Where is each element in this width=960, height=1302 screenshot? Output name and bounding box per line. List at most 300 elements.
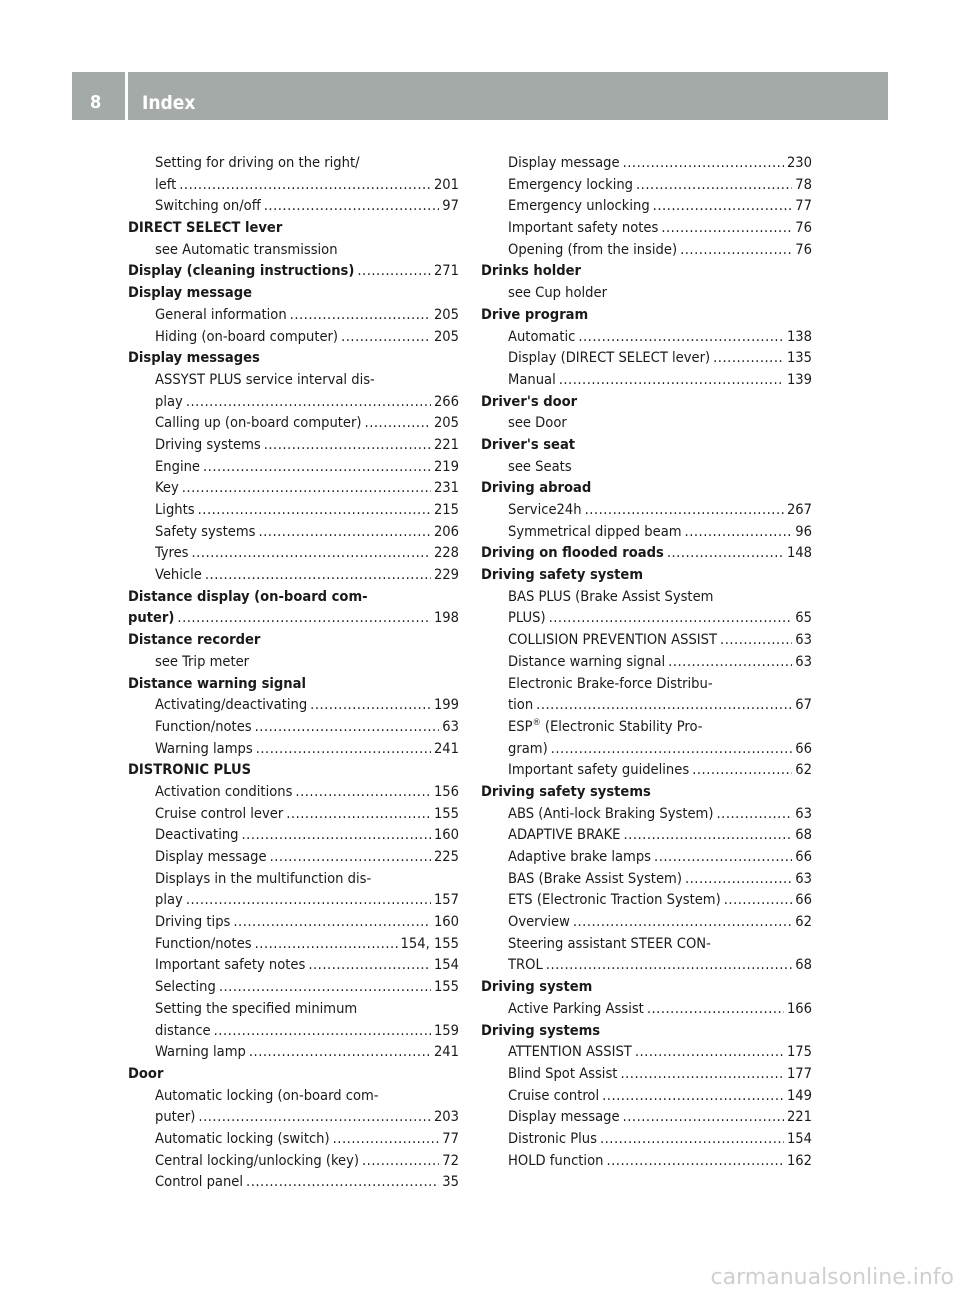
entry-text: Driving systems [481, 1021, 601, 1039]
index-entry [128, 152, 459, 174]
page-reference: 225 [433, 848, 459, 865]
page-reference: 65 [795, 609, 812, 627]
entry-text: HOLD function [508, 1151, 604, 1169]
index-entry [481, 998, 812, 1020]
page-reference: 175 [786, 1043, 812, 1061]
page-reference: 271 [433, 262, 459, 280]
dot-leader [198, 499, 431, 521]
index-entry [481, 152, 812, 174]
dot-leader [264, 195, 440, 217]
page-reference: 219 [433, 457, 459, 475]
page-reference: 160 [433, 826, 459, 844]
dot-leader [623, 1106, 784, 1128]
page-reference: 63 [795, 652, 812, 670]
page-reference: 266 [433, 392, 459, 410]
entry-text: General information [155, 305, 287, 323]
entry-text: Important safety guidelines [508, 761, 690, 779]
header-divider [125, 72, 128, 120]
index-entry [481, 456, 812, 478]
dot-leader [636, 174, 792, 196]
page-reference: 154 [786, 1129, 812, 1147]
entry-text: Display messages [128, 349, 260, 367]
entry-text: Electronic Brake-force Distribu- [508, 674, 713, 692]
index-entry [128, 195, 459, 217]
dot-leader [192, 542, 431, 564]
index-entry [128, 846, 459, 868]
dot-leader [551, 738, 793, 760]
index-entry [128, 824, 459, 846]
page-reference: 206 [433, 522, 459, 540]
page-reference: 155 [433, 804, 459, 822]
entry-text: Display message [155, 848, 267, 865]
dot-leader [661, 217, 792, 239]
dot-leader [680, 239, 792, 261]
dot-leader [233, 911, 431, 933]
index-entry [128, 868, 459, 890]
index-heading [481, 781, 812, 803]
entry-text: Setting the specified minimum [155, 999, 358, 1017]
entry-text: ASSYST PLUS service interval dis- [155, 370, 375, 388]
entry-text: Driving on flooded roads [481, 544, 664, 562]
dot-leader [286, 803, 431, 825]
entry-text: Warning lamps [155, 739, 253, 757]
index-heading [481, 304, 812, 326]
entry-text: Key [155, 479, 179, 497]
entry-text: Steering assistant STEER CON- [508, 934, 711, 952]
dot-leader [295, 781, 431, 803]
page-reference: 78 [795, 175, 812, 193]
index-entry [481, 174, 812, 196]
index-entry [481, 195, 812, 217]
dot-leader [692, 759, 792, 781]
index-entry [481, 521, 812, 543]
page-reference: 62 [795, 761, 812, 779]
dot-leader [333, 1128, 440, 1150]
entry-text: Driving safety systems [481, 782, 651, 800]
dot-leader [177, 607, 431, 629]
entry-text: Important safety notes [155, 956, 306, 974]
index-entry [481, 673, 812, 695]
dot-leader [685, 521, 793, 543]
dot-leader [668, 651, 792, 673]
index-entry [128, 412, 459, 434]
entry-text: Manual [508, 370, 556, 388]
index-heading [128, 217, 459, 239]
dot-leader [602, 1085, 784, 1107]
index-entry [481, 1106, 812, 1128]
page-reference: 77 [795, 197, 812, 215]
page-reference: 156 [433, 782, 459, 800]
entry-text: COLLISION PREVENTION ASSIST [508, 631, 718, 649]
dot-leader [667, 542, 784, 564]
entry-text: Control panel [155, 1173, 244, 1191]
entry-text: Tyres [155, 544, 189, 562]
page-reference: 148 [786, 544, 812, 562]
dot-leader [249, 1041, 431, 1063]
index-entry [481, 716, 812, 738]
entry-text: Display (cleaning instructions) [128, 262, 355, 280]
index-entry [128, 499, 459, 521]
entry-text: Driving safety system [481, 566, 643, 584]
index-entry [128, 694, 459, 716]
index-heading [481, 391, 812, 413]
page-reference: 63 [795, 631, 812, 649]
page-reference: 241 [433, 1043, 459, 1061]
entry-text: Lights [155, 501, 195, 518]
entry-text: DISTRONIC PLUS [128, 761, 252, 779]
dot-leader [203, 456, 431, 478]
entry-text: Distance display (on-board com- [128, 587, 368, 605]
section-title: Index [142, 92, 196, 114]
dot-leader [310, 694, 431, 716]
dot-leader [716, 803, 792, 825]
page-reference: 221 [786, 1108, 812, 1126]
entry-text: Displays in the multifunction dis- [155, 869, 372, 887]
index-entry [481, 651, 812, 673]
index-entry [481, 889, 812, 911]
page-reference: 76 [795, 219, 812, 237]
dot-leader [205, 564, 431, 586]
index-entry [481, 412, 812, 434]
entry-text: see Automatic transmission [155, 240, 338, 258]
index-entry [128, 803, 459, 825]
page-reference: 199 [433, 696, 459, 714]
entry-text: play [155, 891, 183, 909]
entry-text: BAS PLUS (Brake Assist System [508, 587, 714, 605]
dot-leader [620, 1063, 783, 1085]
entry-text: tion [508, 696, 534, 714]
entry-text: ADAPTIVE BRAKE [508, 826, 621, 844]
page-reference: 157 [433, 891, 459, 909]
entry-text: Distance warning signal [508, 652, 666, 670]
index-entry [128, 174, 459, 196]
entry-text: Service24h [508, 501, 582, 518]
entry-text: Automatic [508, 327, 576, 345]
page-reference: 267 [786, 501, 812, 518]
index-entry [481, 759, 812, 781]
page-header [72, 72, 888, 120]
entry-text: Engine [155, 457, 201, 475]
entry-text: Cruise control [508, 1086, 600, 1104]
index-entry [128, 1085, 459, 1107]
page-reference: 241 [433, 739, 459, 757]
index-entry [128, 976, 459, 998]
entry-text: see Cup holder [508, 284, 607, 302]
entry-text: Emergency unlocking [508, 197, 650, 215]
page-reference: 68 [795, 956, 812, 974]
index-entry [128, 239, 459, 261]
entry-text: Setting for driving on the right/ [155, 154, 360, 171]
page-reference: 205 [433, 327, 459, 345]
index-heading [128, 260, 459, 282]
entry-text: puter) [128, 609, 175, 627]
entry-text: Driver's door [481, 392, 578, 410]
index-heading [481, 477, 812, 499]
entry-text: Display message [508, 1108, 620, 1126]
index-entry [128, 954, 459, 976]
index-entry [128, 1020, 459, 1042]
index-heading [128, 759, 459, 781]
index-heading [128, 347, 459, 369]
index-entry [128, 326, 459, 348]
dot-leader [186, 391, 431, 413]
entry-text: Automatic locking (switch) [155, 1129, 330, 1147]
entry-text: Automatic locking (on-board com- [155, 1086, 379, 1104]
page-reference: 68 [795, 826, 812, 844]
dot-leader [654, 846, 792, 868]
index-heading [481, 434, 812, 456]
page-reference: 138 [786, 327, 812, 345]
entry-text: see Trip meter [155, 652, 250, 670]
entry-text: Calling up (on-board computer) [155, 414, 362, 432]
dot-leader [362, 1150, 439, 1172]
entry-text: ESP® (Electronic Stability Pro- [508, 717, 703, 735]
index-entry [481, 868, 812, 890]
dot-leader [179, 174, 431, 196]
entry-text: TROL [508, 956, 543, 974]
index-entry [481, 586, 812, 608]
page-reference: 67 [795, 696, 812, 714]
entry-text: Emergency locking [508, 175, 634, 193]
index-heading [128, 629, 459, 651]
entry-text: DIRECT SELECT lever [128, 219, 283, 237]
page-reference: 228 [433, 544, 459, 562]
dot-leader [246, 1171, 439, 1193]
index-entry [128, 521, 459, 543]
index-entry [128, 1171, 459, 1193]
entry-text: Safety systems [155, 522, 256, 540]
index-entry [128, 564, 459, 586]
dot-leader [546, 954, 793, 976]
dot-leader [256, 738, 431, 760]
page-reference: 72 [442, 1151, 459, 1169]
index-entry [481, 694, 812, 716]
dot-leader [290, 304, 431, 326]
index-heading [481, 542, 812, 564]
index-entry [481, 846, 812, 868]
dot-leader [578, 326, 784, 348]
index-entry [481, 738, 812, 760]
index-entry [128, 304, 459, 326]
dot-leader [255, 716, 440, 738]
entry-text: Display message [508, 154, 620, 171]
entry-text: ATTENTION ASSIST [508, 1043, 632, 1061]
index-entry [128, 933, 459, 955]
entry-text: see Door [508, 414, 567, 432]
entry-text: Driving tips [155, 913, 231, 931]
page-reference: 66 [795, 891, 812, 909]
dot-leader [536, 694, 792, 716]
index-entry [128, 716, 459, 738]
index-entry [128, 651, 459, 673]
dot-leader [713, 347, 784, 369]
entry-text: Distance recorder [128, 631, 261, 649]
index-entry [481, 217, 812, 239]
dot-leader [341, 326, 431, 348]
page-reference: 231 [433, 479, 459, 497]
index-entry [481, 933, 812, 955]
page-reference: 77 [442, 1129, 459, 1147]
index-entry [481, 326, 812, 348]
entry-text: PLUS) [508, 609, 546, 627]
entry-text: Door [128, 1064, 164, 1082]
dot-leader [182, 477, 431, 499]
index-heading [481, 564, 812, 586]
dot-leader [685, 868, 792, 890]
page-reference: 76 [795, 240, 812, 258]
index-heading [128, 607, 459, 629]
dot-leader [214, 1020, 431, 1042]
entry-text: Adaptive brake lamps [508, 848, 652, 865]
index-entry [481, 803, 812, 825]
dot-leader [219, 976, 431, 998]
index-heading [128, 586, 459, 608]
index-entry [481, 1128, 812, 1150]
index-heading [128, 1063, 459, 1085]
entry-text: Driving system [481, 978, 593, 996]
entry-text: Hiding (on-board computer) [155, 327, 339, 345]
index-entry [128, 781, 459, 803]
page-reference: 63 [795, 869, 812, 887]
page-reference: 215 [433, 501, 459, 518]
entry-text: see Seats [508, 457, 572, 475]
page-reference: 35 [442, 1173, 459, 1191]
index-entry [128, 391, 459, 413]
entry-text: puter) [155, 1108, 196, 1126]
entry-text: play [155, 392, 183, 410]
index-entry [481, 282, 812, 304]
entry-text: Warning lamp [155, 1043, 246, 1061]
dot-leader [720, 629, 792, 651]
entry-text: Opening (from the inside) [508, 240, 678, 258]
index-entry [128, 1041, 459, 1063]
dot-leader [600, 1128, 784, 1150]
page-reference: 203 [433, 1108, 459, 1126]
dot-leader [198, 1106, 431, 1128]
dot-leader [255, 933, 398, 955]
index-entry [481, 1041, 812, 1063]
entry-text: Function/notes [155, 934, 252, 952]
index-entry [481, 629, 812, 651]
index-entry [128, 434, 459, 456]
page-reference: 205 [433, 414, 459, 432]
page-reference: 160 [433, 913, 459, 931]
entry-text: Driver's seat [481, 435, 576, 453]
page-reference: 63 [442, 717, 459, 735]
entry-text: Drinks holder [481, 262, 581, 280]
entry-text: Overview [508, 913, 570, 931]
page-reference: 66 [795, 739, 812, 757]
entry-text: Drive program [481, 305, 589, 323]
index-entry [481, 824, 812, 846]
dot-leader [270, 846, 431, 868]
index-heading [481, 1020, 812, 1042]
page-reference: 205 [433, 305, 459, 323]
entry-text: BAS (Brake Assist System) [508, 869, 682, 887]
index-heading [481, 976, 812, 998]
index-entry [128, 911, 459, 933]
entry-text: ETS (Electronic Traction System) [508, 891, 721, 909]
page-reference: 135 [786, 349, 812, 367]
dot-leader [559, 369, 784, 391]
index-heading [128, 282, 459, 304]
entry-text: distance [155, 1021, 211, 1039]
entry-text: left [155, 175, 177, 193]
dot-leader [623, 152, 784, 174]
entry-text: Driving systems [155, 435, 261, 453]
index-column-left [128, 152, 459, 1193]
index-entry [481, 911, 812, 933]
dot-leader [357, 260, 431, 282]
entry-text: Display message [128, 284, 253, 302]
entry-text: Blind Spot Assist [508, 1064, 618, 1082]
page-reference: 149 [786, 1086, 812, 1104]
index-entry [128, 1106, 459, 1128]
page-reference: 96 [795, 522, 812, 540]
entry-text: Active Parking Assist [508, 999, 644, 1017]
entry-text: Symmetrical dipped beam [508, 522, 682, 540]
entry-text: Distronic Plus [508, 1129, 597, 1147]
index-entry [128, 542, 459, 564]
entry-text: Switching on/off [155, 197, 261, 215]
index-entry [481, 347, 812, 369]
entry-text: Deactivating [155, 826, 239, 844]
dot-leader [186, 889, 431, 911]
index-entry [128, 1150, 459, 1172]
index-entry [481, 1150, 812, 1172]
dot-leader [623, 824, 792, 846]
index-entry [128, 1128, 459, 1150]
page-reference: 97 [442, 197, 459, 215]
entry-text: Activation conditions [155, 782, 293, 800]
page-reference: 229 [433, 566, 459, 584]
watermark: carmanualsonline.info [710, 1265, 954, 1290]
page-reference: 230 [786, 154, 812, 171]
index-entry [481, 499, 812, 521]
page-reference: 198 [433, 609, 459, 627]
entry-text: Important safety notes [508, 219, 659, 237]
dot-leader [724, 889, 793, 911]
index-entry [128, 889, 459, 911]
page-reference: 221 [433, 435, 459, 453]
dot-leader [573, 911, 792, 933]
index-entry [481, 954, 812, 976]
dot-leader [647, 998, 784, 1020]
index-heading [128, 673, 459, 695]
dot-leader [653, 195, 793, 217]
page-number: 8 [90, 92, 102, 113]
dot-leader [308, 954, 431, 976]
entry-text: Selecting [155, 978, 216, 996]
page-reference: 154 [433, 956, 459, 974]
dot-leader [549, 607, 793, 629]
page-reference: 62 [795, 913, 812, 931]
entry-text: Display (DIRECT SELECT lever) [508, 349, 711, 367]
page-reference: 159 [433, 1021, 459, 1039]
entry-text: gram) [508, 739, 548, 757]
page-reference: 139 [786, 370, 812, 388]
entry-text: Distance warning signal [128, 674, 306, 692]
page-reference: 63 [795, 804, 812, 822]
index-entry [128, 998, 459, 1020]
page-reference: 201 [433, 175, 459, 193]
dot-leader [585, 499, 784, 521]
dot-leader [258, 521, 430, 543]
index-entry [481, 1085, 812, 1107]
page-reference: 154, 155 [400, 934, 459, 952]
index-entry [128, 738, 459, 760]
dot-leader [264, 434, 431, 456]
